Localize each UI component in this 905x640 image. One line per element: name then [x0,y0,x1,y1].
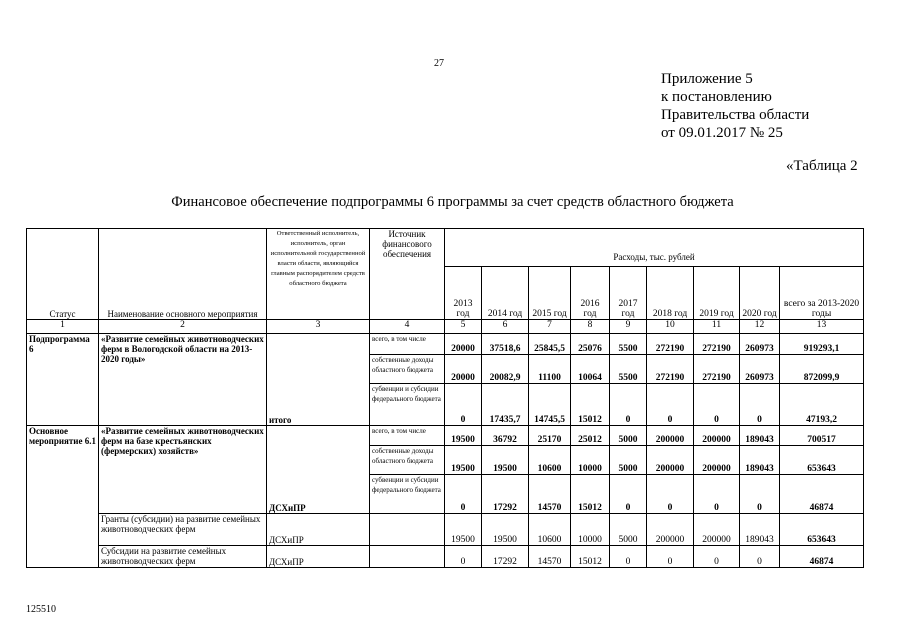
column-index: 6 [482,320,529,334]
value-cell: 17292 [482,475,529,514]
status-cell: Основное мероприятие 6.1 [27,426,99,568]
value-cell: 272190 [694,334,740,355]
financing-table [26,228,864,568]
column-index: 13 [780,320,864,334]
table-row [27,514,864,546]
value-cell: 0 [740,546,780,568]
column-index: 1 [27,320,99,334]
name-cell: Субсидии на развитие семейных животноводческих ферм [99,546,267,568]
value-cell: 200000 [694,514,740,546]
value-cell: 11100 [529,355,571,384]
value-cell: 200000 [647,446,694,475]
value-cell: 272190 [647,334,694,355]
value-cell: 872099,9 [780,355,864,384]
value-cell: 10000 [571,446,610,475]
value-cell: 19500 [482,446,529,475]
appendix-line: Приложение 5 [661,71,753,87]
value-cell: 0 [694,384,740,426]
appendix-line: к постановлению [661,89,772,105]
value-cell: 14570 [529,546,571,568]
year-header: 2020 год [740,267,780,320]
value-cell: 0 [647,384,694,426]
column-index: 9 [610,320,647,334]
source-cell: субвенции и субсидии федерального бюджета [370,475,445,514]
value-cell: 272190 [647,355,694,384]
column-index: 3 [267,320,370,334]
value-cell: 37518,6 [482,334,529,355]
value-cell: 272190 [694,355,740,384]
value-cell: 5500 [610,355,647,384]
column-index: 5 [445,320,482,334]
value-cell: 189043 [740,514,780,546]
value-cell: 0 [694,475,740,514]
value-cell: 0 [647,475,694,514]
source-cell [370,546,445,568]
value-cell: 10000 [571,514,610,546]
value-cell: 0 [445,546,482,568]
value-cell: 36792 [482,426,529,446]
column-index: 4 [370,320,445,334]
value-cell: 189043 [740,426,780,446]
year-header: 2013 год [445,267,482,320]
name-cell: Гранты (субсидии) на развитие семейных животноводческих ферм [99,514,267,546]
name-cell: «Развитие семейных животноводческих ферм в Вологодской области на 2013-2020 годы» [99,334,267,426]
year-header: 2017 год [610,267,647,320]
value-cell: 25845,5 [529,334,571,355]
responsible-cell: итого [267,334,370,426]
value-cell: 17435,7 [482,384,529,426]
status-cell: Подпрограмма 6 [27,334,99,426]
responsible-cell: ДСХиПР [267,514,370,546]
source-cell: субвенции и субсидии федерального бюджета [370,384,445,426]
source-cell: всего, в том числе [370,334,445,355]
value-cell: 0 [740,384,780,426]
value-cell: 700517 [780,426,864,446]
value-cell: 0 [647,546,694,568]
value-cell: 0 [445,475,482,514]
value-cell: 19500 [482,514,529,546]
page-number: 27 [434,58,444,69]
value-cell: 15012 [571,384,610,426]
value-cell: 200000 [647,426,694,446]
column-index: 8 [571,320,610,334]
value-cell: 15012 [571,546,610,568]
column-index: 11 [694,320,740,334]
header-responsible: Ответственный исполнитель, исполнитель, орган исполнительной государственной власти области, являющийся главным распорядителем средств областного бюджета [267,229,370,320]
value-cell: 0 [610,384,647,426]
column-index-row [27,320,864,334]
table-tag: «Таблица 2 [786,158,858,174]
value-cell: 10064 [571,355,610,384]
column-index: 12 [740,320,780,334]
source-cell: собственные доходы областного бюджета [370,355,445,384]
year-header: 2016 год [571,267,610,320]
appendix-line: Правительства области [661,107,810,123]
responsible-cell: ДСХиПР [267,546,370,568]
value-cell: 189043 [740,446,780,475]
value-cell: 20000 [445,334,482,355]
value-cell: 17292 [482,546,529,568]
header-source: Источник финансового обеспечения [370,229,445,320]
year-header-total: всего за 2013-2020 годы [780,267,864,320]
value-cell: 46874 [780,475,864,514]
value-cell: 5000 [610,426,647,446]
value-cell: 19500 [445,514,482,546]
source-cell: всего, в том числе [370,426,445,446]
value-cell: 47193,2 [780,384,864,426]
value-cell: 14570 [529,475,571,514]
value-cell: 20082,9 [482,355,529,384]
value-cell: 0 [610,546,647,568]
value-cell: 0 [694,546,740,568]
value-cell: 5000 [610,514,647,546]
value-cell: 20000 [445,355,482,384]
value-cell: 19500 [445,446,482,475]
header-name: Наименование основного мероприятия [99,229,267,320]
header-row-top [27,229,864,267]
value-cell: 0 [445,384,482,426]
value-cell: 10600 [529,514,571,546]
value-cell: 19500 [445,426,482,446]
value-cell: 200000 [694,446,740,475]
value-cell: 653643 [780,446,864,475]
source-cell: собственные доходы областного бюджета [370,446,445,475]
appendix-line: от 09.01.2017 № 25 [661,125,783,141]
table-row [27,334,864,355]
header-expenses: Расходы, тыс. рублей [445,229,864,267]
value-cell: 5500 [610,334,647,355]
value-cell: 5000 [610,446,647,475]
value-cell: 25170 [529,426,571,446]
header-status: Статус [27,229,99,320]
value-cell: 0 [610,475,647,514]
source-cell [370,514,445,546]
value-cell: 10600 [529,446,571,475]
value-cell: 200000 [647,514,694,546]
value-cell: 46874 [780,546,864,568]
document-title: Финансовое обеспечение подпрограммы 6 программы за счет средств областного бюджета [171,194,734,210]
year-header: 2015 год [529,267,571,320]
appendix-block [661,70,809,142]
value-cell: 14745,5 [529,384,571,426]
value-cell: 260973 [740,334,780,355]
column-index: 2 [99,320,267,334]
value-cell: 919293,1 [780,334,864,355]
column-index: 7 [529,320,571,334]
value-cell: 200000 [694,426,740,446]
year-header: 2018 год [647,267,694,320]
value-cell: 0 [740,475,780,514]
column-index: 10 [647,320,694,334]
value-cell: 653643 [780,514,864,546]
responsible-cell: ДСХиПР [267,426,370,514]
year-header: 2019 год [694,267,740,320]
footer-code: 125510 [26,604,56,615]
value-cell: 25012 [571,426,610,446]
name-cell: «Развитие семейных животноводческих ферм на базе крестьянских (фермерских) хозяйств» [99,426,267,514]
value-cell: 260973 [740,355,780,384]
table-row [27,546,864,568]
value-cell: 15012 [571,475,610,514]
table-row [27,426,864,446]
year-header: 2014 год [482,267,529,320]
value-cell: 25076 [571,334,610,355]
